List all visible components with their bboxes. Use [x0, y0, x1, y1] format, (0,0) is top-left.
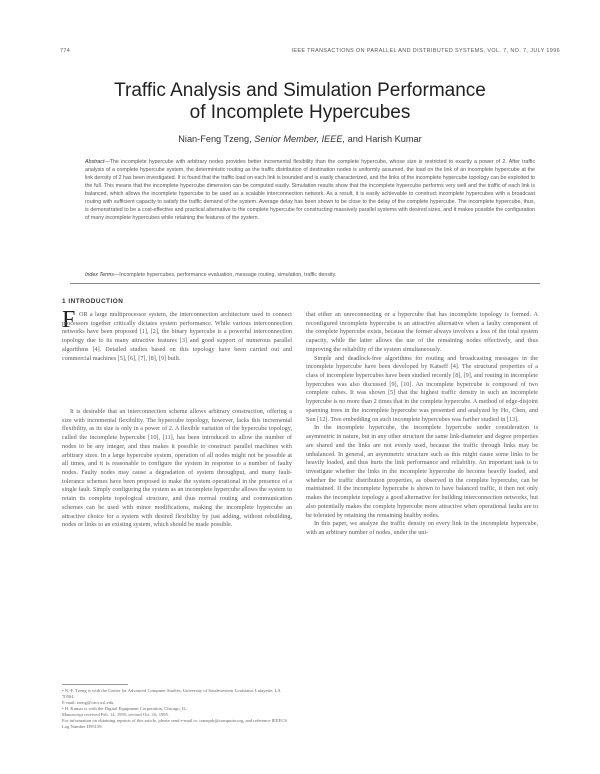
footnote-line: Manuscript received Feb. 14, 1995; revised Oct. 16, 1995.	[62, 712, 170, 717]
footnote-divider	[62, 684, 128, 685]
title-line-1: Traffic Analysis and Simulation Performance	[114, 80, 486, 101]
page-number: 774	[60, 48, 71, 54]
footnotes	[62, 688, 292, 730]
footnote-line: For information on obtaining reprints of this article, please send e-mail to: transpds@computer.org, and reference IEEECS Log Number D95159.	[62, 718, 288, 729]
abstract-text: —The incomplete hypercube with arbitrary nodes provides better incremental flexibility than the complete hypercube, whose size is restricted to exactly a power of 2. After traffic analysis of a complete hypercube system, the deterministic routing as the traffic distribution of destination nodes is uniformly assumed, the load on the link of an incomplete hypercube at the link density of 2 has been investigated. It is found that the traffic load on each link is bounded and is easily characterized, and the links of the incomplete hypercube topology can be exploited to the full. This means that the incomplete hypercube dimension can be computed easily. Simulation results show that the incomplete hypercube performs very well and the traffic of each link is balanced, which allows the incomplete hypercube to be used as a scalable interconnection network. As a result, it is easily achievable to construct incomplete hypercubes with a broadcast routing with sufficient capacity to satisfy the traffic demand of the system. Average delay has been shown to be close to the delay of the complete hypercube. The incomplete hypercube, thus, is demonstrated to be a cost-effective and practical alternative to the complete hypercube for constructing massively parallel systems with desired sizes, and it makes possible the configuration of many incomplete hypercubes while retaining the features of the system.	[85, 159, 535, 222]
intro-paragraph-2: It is desirable that an interconnection scheme allows arbitrary construction, offering a size with incremental flexibility. The hypercube topology, however, lacks this incremental flexibility, as its size is only in a power of 2. A flexible variation of the hypercube topology, called the incomplete hypercube [10], [11], has been introduced to allow the number of nodes to be any integer, and thus makes it possible to construct parallel machines with arbitrary sizes. In a large hypercube system, operation of all nodes might not be possible at all times, and it is reasonable to configure the system in response to a number of faulty nodes. Faulty nodes may cause a degradation of system throughput, and many fault-tolerance schemes have been proposed to make the system operational in the presence of a single fault. Simply configuring the system as an incomplete hypercube allows the system to retain its complete topological structure, and thus normal routing and communication schemes can be used with minor modifications, making the incomplete hypercube an attractive choice for a system with desired flexibility by just adding, without rebuilding, nodes or links to an existing system, which should be made possible.	[62, 408, 292, 529]
author-membership: Senior Member, IEEE,	[254, 134, 346, 144]
right-column	[306, 311, 538, 538]
index-terms-text: —Incomplete hypercubes, performance evaluation, message routing, simulation, traffic density.	[113, 272, 337, 278]
running-header	[60, 48, 560, 54]
paper-title	[40, 80, 560, 124]
drop-cap: F	[62, 307, 76, 333]
header-divider	[70, 283, 540, 284]
right-paragraph-2: Simple and deadlock-free algorithms for routing and broadcasting messages in the incomplete hypercube have been developed by Katseff [4]. The structural properties of a class of incomplete hypercubes have been studied recently [8], [9], and routing in incomplete hypercubes was also discussed [9], [10]. An incomplete hypercube is composed of two complete cubes. It was shown [5] that the highest traffic density in such an incomplete hypercube is no more than 2 times that in the complete hypercube. A method of edge-disjoint spanning trees in the incomplete hypercube was presented and analyzed by Ho, Chen, and Sun [12]. Tree embedding on such incomplete hypercubes was further studied in [13].	[306, 354, 538, 423]
intro-paragraph-1: OR a large multiprocessor system, the interconnection architecture used to connect processors together critically dictates system performance. While various interconnection networks have been proposed [1], [2], the binary hypercube is a powerful interconnection topology due to its many attractive features [3] and good support of numerous parallel algorithms [4]. Detailed studies based on this topology have been carried out and commercial machines [5], [6], [7], [8], [9] built.	[62, 311, 292, 362]
footnote-line: • H. Kumar is with the Digital Equipment Corporation, Chicago, IL.	[62, 706, 188, 711]
footnote-line: • N.-F. Tzeng is with the Center for Advanced Computer Studies, University of Southwestern Louisiana, Lafayette, LA 70504.	[62, 688, 281, 699]
journal-name: IEEE TRANSACTIONS ON PARALLEL AND DISTRIBUTED SYSTEMS, VOL. 7, NO. 7, JULY 1996	[291, 48, 560, 54]
index-terms-label: Index Terms	[85, 272, 114, 278]
author-name-2: and Harish Kumar	[347, 134, 422, 144]
right-paragraph-1: that either an unreconnecting or a hypercube that has incomplete topology is formed. A reconfigured incomplete hypercube is an attractive alternative when a faulty component of the complete hypercube exists, because the former always involves a loss of the total system capacity, while the latter allows the use of the remaining nodes effectively, and thus improving the reliability of the system simultaneously.	[306, 311, 538, 353]
title-line-2: of Incomplete Hypercubes	[189, 102, 411, 123]
abstract	[85, 158, 535, 222]
author-line	[40, 134, 560, 144]
author-name-1: Nian-Feng Tzeng,	[178, 134, 252, 144]
index-terms	[85, 272, 535, 278]
right-paragraph-4: In this paper, we analyze the traffic density on every link in the incomplete hypercube, with an arbitrary number of nodes, under the uni-	[306, 520, 538, 536]
footnote-line: E-mail: tzeng@cacs.usl.edu.	[62, 700, 115, 705]
section-heading: 1 INTRODUCTION	[62, 298, 124, 305]
right-paragraph-3: In the incomplete hypercube, the incomplete hypercube under consideration is asymmetric in nature, but in any other structure the same link-diameter and degree properties are shared and the links are not evenly used, because the traffic through links may be unbalanced. In general, an asymmetric structure such as this might cause some links to be heavily loaded, and thus hurts the link performance and reliability. An important task is to investigate whether the links in the incomplete hypercube do become heavily loaded, and whether the traffic distribution properties, as observed in the complete hypercube, can be maintained. If the incomplete hypercube is shown to have balanced traffic, it then not only makes the incomplete topology a good alternative for building interconnection networks, but also potentially makes the complete hypercube more attractive when operational faults are to be tolerated by retaining the remaining healthy nodes.	[306, 424, 538, 519]
abstract-label: Abstract	[85, 159, 105, 165]
